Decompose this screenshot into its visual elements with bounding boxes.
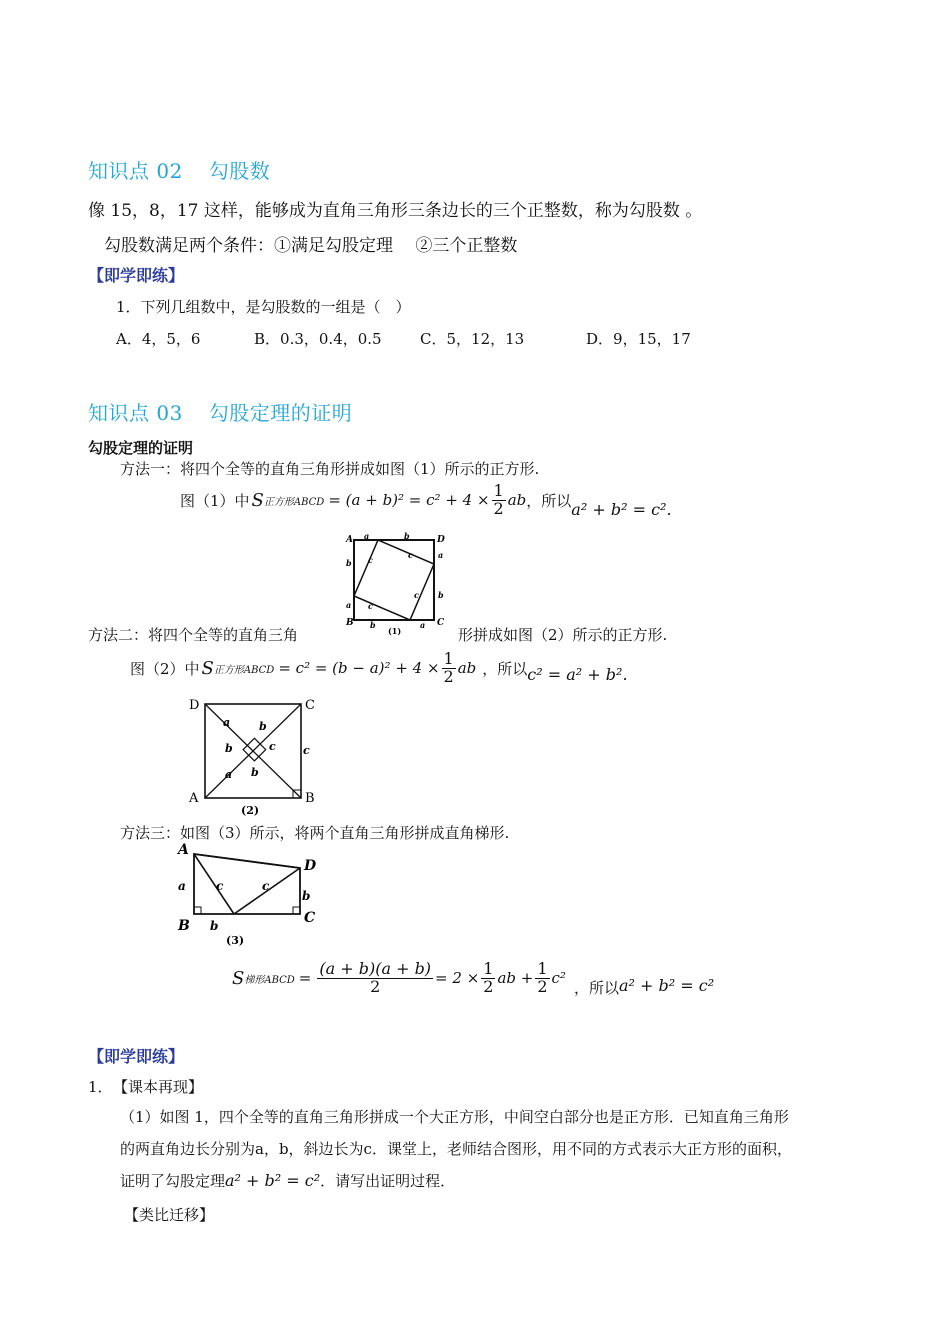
fig2-vertex-a: A: [189, 791, 199, 806]
fig1-caption: (1): [388, 626, 402, 636]
section-03-heading: [88, 397, 352, 426]
method-2-area-sub: 正方形ABCD: [213, 664, 275, 676]
section-02-heading: [88, 155, 270, 184]
method-2-formula: 图（2）中 S 正方形ABCD = c² = (b − a)² + 4 × $\frac{1}{2}$ ab ，所以 c² = a² + b².: [130, 648, 628, 686]
fig2-vertex-c: C: [305, 698, 315, 713]
svg-text:b: b: [346, 558, 352, 568]
method-1-text: 方法一：将四个全等的直角三角形拼成如图（1）所示的正方形.: [120, 460, 540, 478]
section-03-number: 知识点 03: [88, 401, 183, 425]
svg-text:c: c: [368, 555, 373, 565]
svg-text:b: b: [302, 889, 311, 903]
method-2-prefix: 图（2）中: [130, 659, 200, 678]
method-3-so: ，所以: [573, 978, 619, 997]
practice-2-line-2: 的两直角边长分别为a，b，斜边长为c．课堂上，老师结合图形，用不同的方式表示大正方形的面积，: [120, 1140, 792, 1158]
pythagorean-triple-conditions: 勾股数满足两个条件：①满足勾股定理 ②三个正整数: [104, 236, 518, 256]
section-02-number: 知识点 02: [88, 159, 183, 183]
half-fraction-4: $\frac{1}{2}$: [537, 958, 548, 996]
svg-text:c: c: [303, 744, 310, 757]
svg-text:c: c: [262, 879, 270, 893]
fig3-vertex-b: B: [178, 918, 190, 934]
half-fraction-2: $\frac{1}{2}$: [443, 648, 454, 686]
proof-subheading: 勾股定理的证明: [88, 439, 194, 457]
method-2-result: c² = a² + b².: [527, 664, 628, 684]
option-c: C．5，12，13: [420, 330, 525, 348]
svg-text:a: a: [364, 531, 370, 541]
practice-label-1: 【即学即练】: [88, 266, 185, 285]
fig1-vertex-a: A: [346, 535, 353, 545]
method-2-text-start: 方法二：将四个全等的直角三角: [88, 626, 299, 644]
svg-text:b: b: [438, 590, 444, 600]
option-d: D．9，15，17: [586, 330, 691, 348]
fig2-vertex-b: B: [305, 791, 315, 806]
fig3-vertex-c: C: [304, 910, 316, 926]
practice-2-formula: a² + b² = c²: [225, 1171, 321, 1190]
method-3-eq-mid: = 2 ×: [435, 969, 480, 987]
svg-text:a: a: [178, 879, 186, 893]
practice-2-line-3: 证明了勾股定理a² + b² = c²．请写出证明过程．: [120, 1171, 456, 1190]
method-3-text: 方法三：如图（3）所示，将两个直角三角形拼成直角梯形.: [120, 824, 510, 842]
method-1-eq-rhs: ab: [507, 491, 527, 509]
svg-text:b: b: [210, 919, 219, 933]
half-fraction-1: $\frac{1}{2}$: [493, 480, 504, 518]
half-fraction-3: $\frac{1}{2}$: [483, 958, 494, 996]
fig1-vertex-b: B: [346, 618, 354, 628]
fig1-vertex-c: C: [437, 618, 445, 628]
svg-text:a: a: [438, 550, 444, 560]
section-03-title: 勾股定理的证明: [208, 401, 353, 425]
svg-text:a: a: [420, 620, 426, 630]
svg-text:a: a: [346, 600, 352, 610]
svg-text:a: a: [223, 716, 231, 729]
method-1-prefix: 图（1）中: [180, 491, 250, 510]
method-3-c2: c²: [551, 969, 566, 987]
practice-label-2: 【即学即练】: [88, 1047, 185, 1066]
method-1-eq-lhs: = (a + b)² = c² + 4 ×: [328, 491, 490, 509]
svg-text:b: b: [404, 531, 410, 541]
pythagorean-triple-definition: 像 15，8，17 这样，能够成为直角三角形三条边长的三个正整数，称为勾股数 。: [88, 201, 703, 221]
fig3-vertex-d: D: [304, 858, 317, 874]
method-3-area-sub: 梯形ABCD: [244, 974, 295, 986]
practice-2-number: 1．: [88, 1078, 113, 1096]
analogy-label: 【类比迁移】: [124, 1206, 215, 1224]
fig2-vertex-d: D: [189, 698, 200, 713]
section-02-title: 勾股数: [208, 159, 271, 183]
method-1-so: ，所以: [526, 491, 572, 510]
method-3-ab: ab +: [497, 969, 534, 987]
fig1-vertex-d: D: [437, 535, 445, 545]
method-1-result: a² + b² = c².: [571, 499, 672, 519]
svg-text:a: a: [225, 768, 233, 781]
method-2-eq-rhs: ab: [457, 659, 477, 677]
svg-text:c: c: [269, 740, 276, 753]
question-1: 1．下列几组数中，是勾股数的一组是（ ）: [116, 298, 411, 316]
method-1-formula: 图（1）中 S 正方形ABCD = (a + b)² = c² + 4 × $\frac{1}{2}$ ab ，所以 a² + b² = c².: [180, 480, 672, 519]
option-a: A．4，5，6: [116, 330, 201, 348]
svg-text:b: b: [251, 766, 259, 779]
svg-text:c: c: [368, 601, 373, 611]
svg-text:c: c: [414, 590, 419, 600]
figure-3-trapezoid: [172, 838, 322, 950]
figure-1-square: [338, 530, 448, 640]
figure-2-square: [185, 694, 325, 816]
svg-text:b: b: [225, 742, 233, 755]
method-3-result: a² + b² = c²: [618, 975, 715, 995]
method-1-area-sub: 正方形ABCD: [263, 496, 325, 508]
method-2-eq-lhs: = c² = (b − a)² + 4 ×: [278, 659, 440, 677]
method-3-formula: S 梯形ABCD = $\frac{(a + b)(a + b)}{2}$ = 2 × $\frac{1}{2}$ ab + $\frac{1}{2}$ c² ，所以 a² + b² = c²: [232, 958, 715, 997]
fig3-vertex-a: A: [178, 842, 189, 858]
method-2-text-end: 形拼成如图（2）所示的正方形.: [458, 626, 668, 644]
svg-text:b: b: [370, 620, 376, 630]
practice-2-title: 【课本再现】: [120, 1078, 204, 1096]
practice-2-question: [88, 1076, 203, 1097]
method-3-main-fraction: $\frac{(a + b)(a + b)}{2}$: [319, 958, 432, 996]
svg-text:b: b: [259, 720, 267, 733]
practice-2-line-1: （1）如图 1，四个全等的直角三角形拼成一个大正方形，中间空白部分也是正方形．已知直角三角形: [120, 1108, 789, 1126]
method-2-so: ，所以: [482, 659, 528, 678]
fig2-caption: (2): [241, 804, 260, 816]
svg-text:c: c: [216, 879, 224, 893]
fig3-caption: (3): [226, 934, 245, 947]
option-b: B．0.3，0.4，0.5: [254, 330, 382, 348]
svg-text:c: c: [408, 550, 413, 560]
